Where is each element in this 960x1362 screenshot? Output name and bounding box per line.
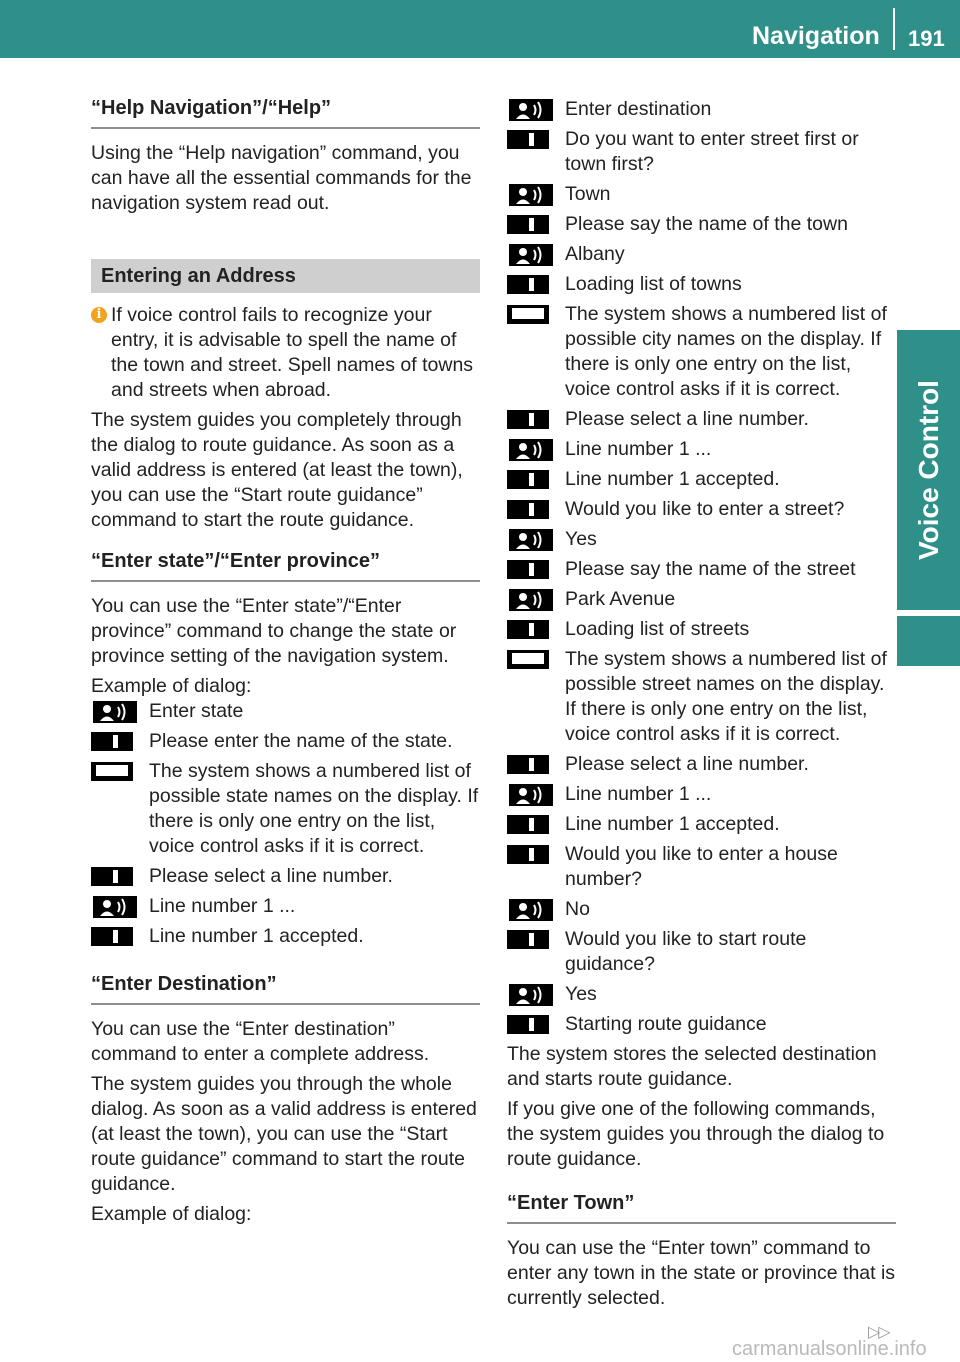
- dialog-text: Loading list of streets: [565, 618, 750, 640]
- system-speech-icon: [507, 752, 565, 777]
- dialog-row: [507, 752, 896, 782]
- dialog-row: [507, 497, 896, 527]
- system-speech-icon: [507, 812, 565, 837]
- commands-text: If you give one of the following commands, the system guides you through the dialog to route guidance.: [507, 1098, 885, 1170]
- system-speech-icon: [507, 1012, 565, 1037]
- dialog-row: [507, 617, 896, 647]
- dialog-row: [507, 587, 896, 617]
- section-tab-label: Voice Control: [912, 380, 944, 560]
- enter-state-text: You can use the “Enter state”/“Enter province” command to change the state or province setting of the navigation system.: [91, 595, 457, 667]
- dialog-row: [507, 127, 896, 182]
- enter-state-heading: “Enter state”/“Enter province”: [91, 549, 480, 582]
- page-number: 191: [908, 26, 945, 51]
- dialog-text: Please select a line number.: [149, 865, 393, 887]
- right-column: [507, 97, 896, 1316]
- dialog-row: [507, 97, 896, 127]
- dialog-text: Would you like to enter a house number?: [565, 843, 838, 890]
- user-speech-icon: [507, 782, 565, 807]
- watermark: carmanualsonline.info: [732, 1338, 927, 1360]
- page-header: [0, 0, 960, 58]
- left-column: [91, 96, 480, 1232]
- dialog-text: Please select a line number.: [565, 753, 809, 775]
- dialog-text: Would you like to start route guidance?: [565, 928, 807, 975]
- destination-example-label: Example of dialog:: [91, 1203, 252, 1225]
- dialog-text: Town: [565, 183, 611, 205]
- dialog-text: Line number 1 ...: [565, 438, 712, 460]
- stores-text: The system stores the selected destination and starts route guidance.: [507, 1043, 877, 1090]
- dialog-text: The system shows a numbered list of possible street names on the display. If there is only one entry on the list, voice control asks if it is correct.: [565, 648, 887, 745]
- system-speech-icon: [91, 924, 149, 949]
- system-speech-icon: [507, 842, 565, 867]
- display-icon: [91, 759, 149, 784]
- destination-dialog: [507, 97, 896, 1042]
- entering-address-heading: Entering an Address: [91, 259, 480, 293]
- dialog-text: Please select a line number.: [565, 408, 809, 430]
- user-speech-icon: [507, 242, 565, 267]
- system-speech-icon: [507, 467, 565, 492]
- enter-town-heading: “Enter Town”: [507, 1191, 896, 1224]
- dialog-row: [91, 924, 480, 954]
- system-speech-icon: [91, 864, 149, 889]
- dialog-text: Line number 1 accepted.: [565, 468, 780, 490]
- system-speech-icon: [507, 617, 565, 642]
- dialog-row: [507, 182, 896, 212]
- guides-text: The system guides you completely through the dialog to route guidance. As soon as a valid address is entered (at least the town), you can use the “Start route guidance” command to start the route guidance.: [91, 409, 463, 531]
- dialog-text: Line number 1 accepted.: [149, 925, 364, 947]
- system-speech-icon: [507, 557, 565, 582]
- dialog-row: [507, 812, 896, 842]
- display-icon: [507, 302, 565, 327]
- dialog-text: Line number 1 ...: [565, 783, 712, 805]
- dialog-row: [91, 729, 480, 759]
- user-speech-icon: [91, 894, 149, 919]
- system-speech-icon: [507, 212, 565, 237]
- dialog-row: [507, 782, 896, 812]
- user-speech-icon: [507, 97, 565, 122]
- dialog-text: Loading list of towns: [565, 273, 742, 295]
- dialog-text: The system shows a numbered list of possible state names on the display. If there is only one entry on the list, voice control asks if it is correct.: [149, 760, 479, 857]
- dialog-row: [507, 212, 896, 242]
- sidebar-marker: [897, 616, 960, 666]
- user-speech-icon: [507, 527, 565, 552]
- help-text: Using the “Help navigation” command, you can have all the essential commands for the navigation system read out.: [91, 142, 472, 214]
- info-note-text: If voice control fails to recognize your entry, it is advisable to spell the name of the town and street. Spell names of towns and streets when abroad.: [111, 304, 474, 401]
- dialog-text: Please say the name of the town: [565, 213, 848, 235]
- dialog-row: [507, 407, 896, 437]
- user-speech-icon: [507, 897, 565, 922]
- user-speech-icon: [507, 982, 565, 1007]
- user-speech-icon: [91, 699, 149, 724]
- destination-guide-text: The system guides you through the whole dialog. As soon as a valid address is entered (at least the town), you can use the “Start route guidance” command to start the route guidance.: [91, 1073, 477, 1195]
- dialog-text: Yes: [565, 528, 597, 550]
- system-speech-icon: [507, 497, 565, 522]
- help-heading: “Help Navigation”/“Help”: [91, 96, 480, 129]
- system-speech-icon: [507, 927, 565, 952]
- info-icon: i: [91, 307, 107, 323]
- dialog-text: Park Avenue: [565, 588, 676, 610]
- dialog-row: [507, 437, 896, 467]
- dialog-text: Albany: [565, 243, 625, 265]
- dialog-text: Please say the name of the street: [565, 558, 856, 580]
- dialog-row: [507, 647, 896, 752]
- dialog-row: [91, 699, 480, 729]
- system-speech-icon: [91, 729, 149, 754]
- display-icon: [507, 647, 565, 672]
- state-dialog: [91, 699, 480, 954]
- dialog-row: [507, 527, 896, 557]
- dialog-text: Would you like to enter a street?: [565, 498, 845, 520]
- user-speech-icon: [507, 587, 565, 612]
- chapter-title: Navigation: [752, 22, 880, 50]
- user-speech-icon: [507, 437, 565, 462]
- dialog-row: [507, 302, 896, 407]
- dialog-row: [507, 927, 896, 982]
- section-tab: [897, 330, 960, 610]
- dialog-text: The system shows a numbered list of possible city names on the display. If there is only one entry on the list, voice control asks if it is correct.: [565, 303, 887, 400]
- header-divider: [893, 8, 895, 50]
- dialog-row: [507, 897, 896, 927]
- dialog-text: Line number 1 accepted.: [565, 813, 780, 835]
- dialog-text: Enter destination: [565, 98, 712, 120]
- dialog-row: [507, 842, 896, 897]
- system-speech-icon: [507, 272, 565, 297]
- dialog-text: Yes: [565, 983, 597, 1005]
- dialog-row: [507, 1012, 896, 1042]
- dialog-text: Enter state: [149, 700, 244, 722]
- dialog-row: [507, 467, 896, 497]
- state-example-label: Example of dialog:: [91, 675, 252, 697]
- dialog-text: Starting route guidance: [565, 1013, 767, 1035]
- system-speech-icon: [507, 127, 565, 152]
- enter-town-text: You can use the “Enter town” command to enter any town in the state or province that is currently selected.: [507, 1237, 896, 1309]
- dialog-row: [507, 272, 896, 302]
- dialog-text: No: [565, 898, 590, 920]
- info-note: [91, 303, 480, 403]
- system-speech-icon: [507, 407, 565, 432]
- enter-destination-heading: “Enter Destination”: [91, 972, 480, 1005]
- dialog-row: [507, 557, 896, 587]
- dialog-row: [91, 864, 480, 894]
- user-speech-icon: [507, 182, 565, 207]
- enter-destination-text: You can use the “Enter destination” command to enter a complete address.: [91, 1018, 430, 1065]
- dialog-text: Line number 1 ...: [149, 895, 296, 917]
- dialog-row: [507, 982, 896, 1012]
- dialog-row: [507, 242, 896, 272]
- dialog-row: [91, 894, 480, 924]
- dialog-text: Do you want to enter street first or town first?: [565, 128, 859, 175]
- continue-arrow-icon: ▷▷: [868, 1324, 889, 1341]
- dialog-row: [91, 759, 480, 864]
- dialog-text: Please enter the name of the state.: [149, 730, 453, 752]
